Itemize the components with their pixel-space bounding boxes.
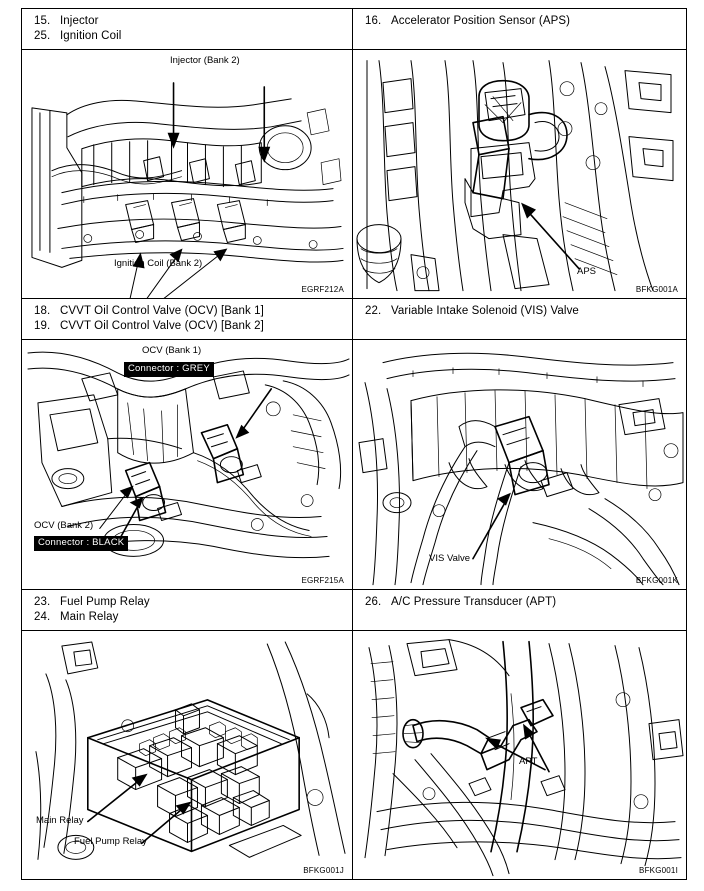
panel-figure (353, 631, 686, 879)
heading-line (34, 304, 352, 319)
heading-line (34, 610, 352, 625)
pedal-assembly-aps-illustration (353, 50, 686, 298)
figure-code: EGRF215A (301, 575, 344, 585)
panel-injector-ignition-coil (22, 9, 353, 298)
heading-line (365, 595, 686, 610)
heading-line (34, 319, 352, 334)
panel-figure (22, 50, 352, 298)
item-label: Variable Intake Solenoid (VIS) Valve (391, 305, 579, 318)
component-location-table (21, 8, 687, 880)
heading-spacer (365, 319, 686, 334)
item-label: A/C Pressure Transducer (APT) (391, 595, 557, 608)
item-number: 19. (34, 320, 51, 333)
panel-accelerator-position-sensor (353, 9, 686, 298)
heading-line (365, 14, 686, 29)
item-label: Main Relay (60, 610, 119, 623)
heading-line (365, 304, 686, 319)
item-number: 15. (34, 15, 51, 27)
table-row (22, 299, 686, 589)
panel-figure (353, 340, 686, 588)
heading-line (34, 14, 352, 29)
item-number: 18. (34, 305, 51, 318)
panel-figure (22, 631, 352, 879)
panel-ac-pressure-transducer (353, 590, 686, 879)
callout-vis-valve: VIS Valve (429, 553, 471, 565)
item-label: Fuel Pump Relay (60, 595, 150, 608)
table-row (22, 590, 686, 879)
callout-connector-grey[interactable]: Connector : GREY (124, 362, 214, 377)
heading-spacer (365, 29, 686, 44)
item-number: 23. (34, 595, 51, 608)
figure-code: EGRF212A (301, 285, 344, 295)
panel-header (22, 590, 352, 631)
aps-sensor-body (479, 81, 567, 160)
panel-variable-intake-solenoid (353, 299, 686, 588)
item-label: CVVT Oil Control Valve (OCV) [Bank 2] (60, 320, 264, 333)
panel-header (22, 9, 352, 50)
table-row (22, 9, 686, 299)
panel-figure (22, 340, 352, 588)
item-number: 16. (365, 15, 382, 27)
item-label: Accelerator Position Sensor (APS) (391, 15, 571, 27)
callout-main-relay: Main Relay (36, 814, 84, 826)
panel-header (22, 299, 352, 340)
item-number: 25. (34, 30, 51, 42)
panel-header (353, 590, 686, 631)
panel-header (353, 9, 686, 50)
item-label: Ignition Coil (60, 30, 122, 42)
callout-ignition-coil-bank-2: Ignition Coil (Bank 2) (114, 258, 203, 269)
callout-ocv-bank-2: OCV (Bank 2) (34, 520, 94, 532)
item-label: CVVT Oil Control Valve (OCV) [Bank 1] (60, 305, 264, 318)
figure-code: BFKG001J (303, 865, 344, 875)
heading-spacer (365, 610, 686, 625)
panel-figure (353, 50, 686, 298)
item-number: 24. (34, 610, 51, 623)
item-number: 22. (365, 305, 382, 318)
figure-code: BFKG001A (635, 285, 678, 295)
panel-fuel-pump-main-relay (22, 590, 353, 879)
figure-code: BFKG001I (639, 865, 678, 875)
item-number: 26. (365, 595, 382, 608)
panel-header (353, 299, 686, 340)
intake-manifold-vis-illustration (353, 340, 686, 588)
heading-line (34, 595, 352, 610)
relay-junction-box-illustration (22, 631, 352, 879)
callout-connector-black[interactable]: Connector : BLACK (34, 536, 128, 551)
injector-group (144, 157, 256, 185)
item-label: Injector (60, 15, 99, 27)
callout-injector-bank-2: Injector (Bank 2) (170, 55, 240, 66)
figure-code: BFKG001K (635, 575, 678, 585)
callout-fuel-pump-relay: Fuel Pump Relay (74, 835, 147, 847)
callout-ocv-bank-1: OCV (Bank 1) (142, 345, 202, 357)
callout-aps: APS (577, 266, 597, 277)
heading-line (34, 29, 352, 44)
engine-front-ocv-illustration (22, 340, 352, 588)
panel-cvvt-oil-control-valve (22, 299, 353, 588)
callout-apt: APT (519, 755, 538, 767)
